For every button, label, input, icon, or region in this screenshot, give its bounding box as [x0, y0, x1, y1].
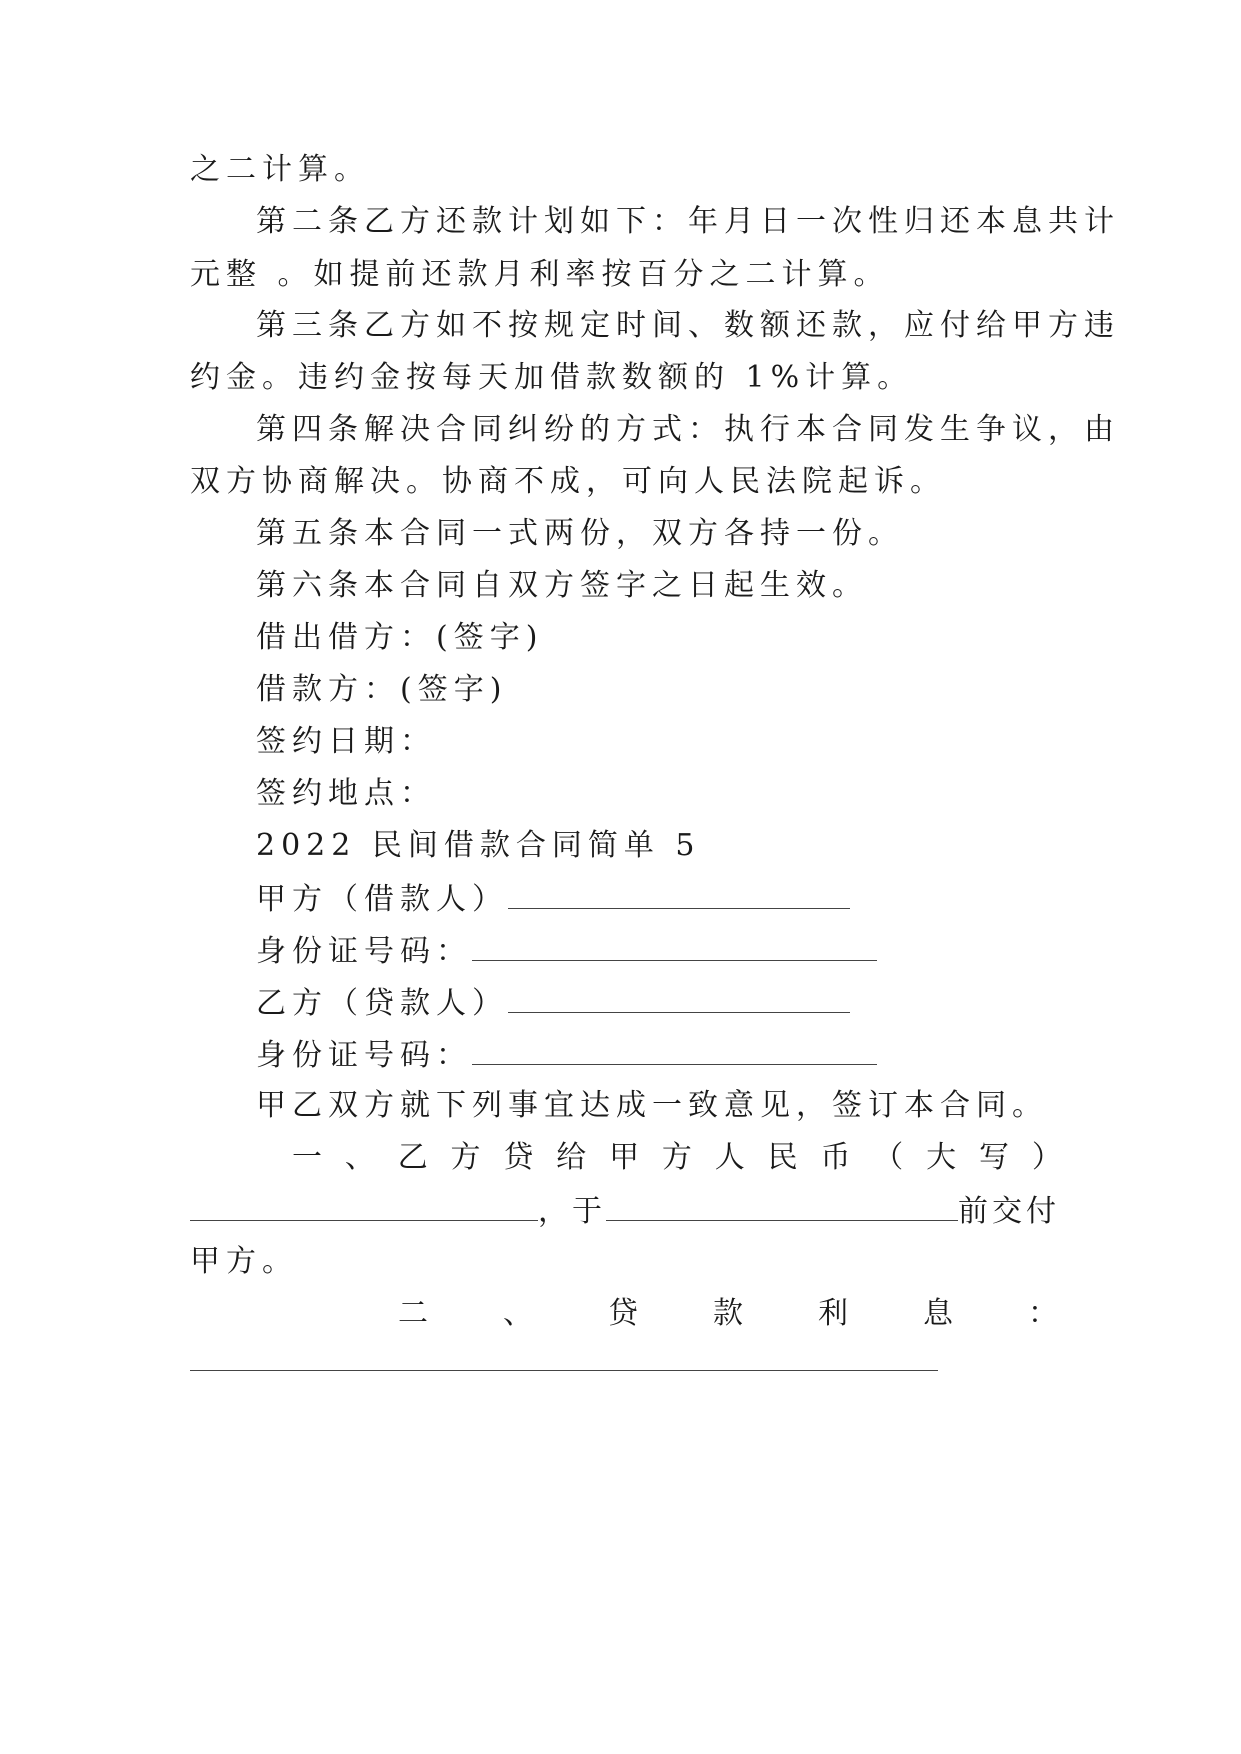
clause2-char: ： — [1028, 1296, 1058, 1331]
id-b-label: 身份证号码： — [256, 1038, 472, 1073]
clause1-char: 一 — [292, 1140, 322, 1175]
clause2-char: 利 — [818, 1296, 848, 1331]
clause1-char: 民 — [767, 1140, 798, 1175]
text-line: 约金。违约金按每天加借款数额的 1%计算。 — [190, 360, 914, 395]
clause-1-end: 前交付 — [958, 1194, 1060, 1229]
party-a-row — [256, 878, 1062, 918]
id-a-label: 身份证号码： — [256, 934, 472, 969]
party-a-label: 甲方（借款人） — [256, 882, 508, 917]
party-a-blank[interactable] — [508, 878, 850, 909]
text-line: 之二计算。 — [190, 152, 370, 187]
party-b-blank[interactable] — [508, 982, 850, 1013]
text-line: 第五条本合同一式两份，双方各持一份。 — [256, 516, 904, 551]
clause1-char: 币 — [820, 1140, 851, 1175]
clause2-char: 款 — [713, 1296, 743, 1331]
clause-2-heading — [398, 1294, 1058, 1334]
clause2-char: 二 — [398, 1296, 428, 1331]
id-b-row — [256, 1034, 1062, 1074]
clause1-char: ） — [1031, 1140, 1062, 1175]
section-title: 2022 民间借款合同简单 5 — [256, 828, 701, 863]
id-a-row — [256, 930, 1062, 970]
text-line: 第三条乙方如不按规定时间、数额还款，应付给甲方违 — [256, 308, 1120, 343]
signature-lender-label: 借出借方：(签字) — [256, 620, 544, 655]
text-line: 元整 。如提前还款月利率按百分之二计算。 — [190, 257, 890, 292]
sign-place-label: 签约地点： — [256, 776, 436, 811]
amount-blank[interactable] — [190, 1190, 538, 1221]
id-a-blank[interactable] — [472, 930, 877, 961]
clause1-char: 写 — [978, 1140, 1009, 1175]
clause2-char: 息 — [923, 1296, 953, 1331]
clause1-char: 甲 — [609, 1140, 640, 1175]
clause1-char: 、 — [344, 1140, 375, 1175]
clause2-char: 、 — [503, 1296, 533, 1331]
interest-blank[interactable] — [190, 1370, 938, 1371]
clause1-char: 乙 — [397, 1140, 428, 1175]
clause1-char: （ — [873, 1140, 904, 1175]
clause-1-body — [190, 1190, 1062, 1230]
date-blank[interactable] — [606, 1190, 958, 1221]
clause1-char: 方 — [450, 1140, 481, 1175]
clause-1-mid: ，于 — [538, 1194, 606, 1229]
clause1-char: 人 — [714, 1140, 745, 1175]
text-line: 第二条乙方还款计划如下：年月日一次性归还本息共计 — [256, 204, 1120, 239]
text-line: 双方协商解决。协商不成，可向人民法院起诉。 — [190, 464, 946, 499]
text-line: 第六条本合同自双方签字之日起生效。 — [256, 568, 868, 603]
clause1-char: 给 — [556, 1140, 587, 1175]
signature-borrower-label: 借款方：(签字) — [256, 672, 508, 707]
clause-1-heading — [292, 1138, 1062, 1178]
clause2-char: 贷 — [608, 1296, 638, 1331]
id-b-blank[interactable] — [472, 1034, 877, 1065]
clause1-char: 大 — [926, 1140, 957, 1175]
party-b-row — [256, 982, 1062, 1022]
clause1-char: 贷 — [503, 1140, 534, 1175]
agreement-line: 甲乙双方就下列事宜达成一致意见，签订本合同。 — [256, 1088, 1048, 1123]
party-b-label: 乙方（贷款人） — [256, 986, 508, 1021]
sign-date-label: 签约日期： — [256, 724, 436, 759]
clause-1-tail: 甲方。 — [190, 1244, 298, 1279]
text-line: 第四条解决合同纠纷的方式：执行本合同发生争议，由 — [256, 412, 1120, 447]
clause1-char: 方 — [661, 1140, 692, 1175]
